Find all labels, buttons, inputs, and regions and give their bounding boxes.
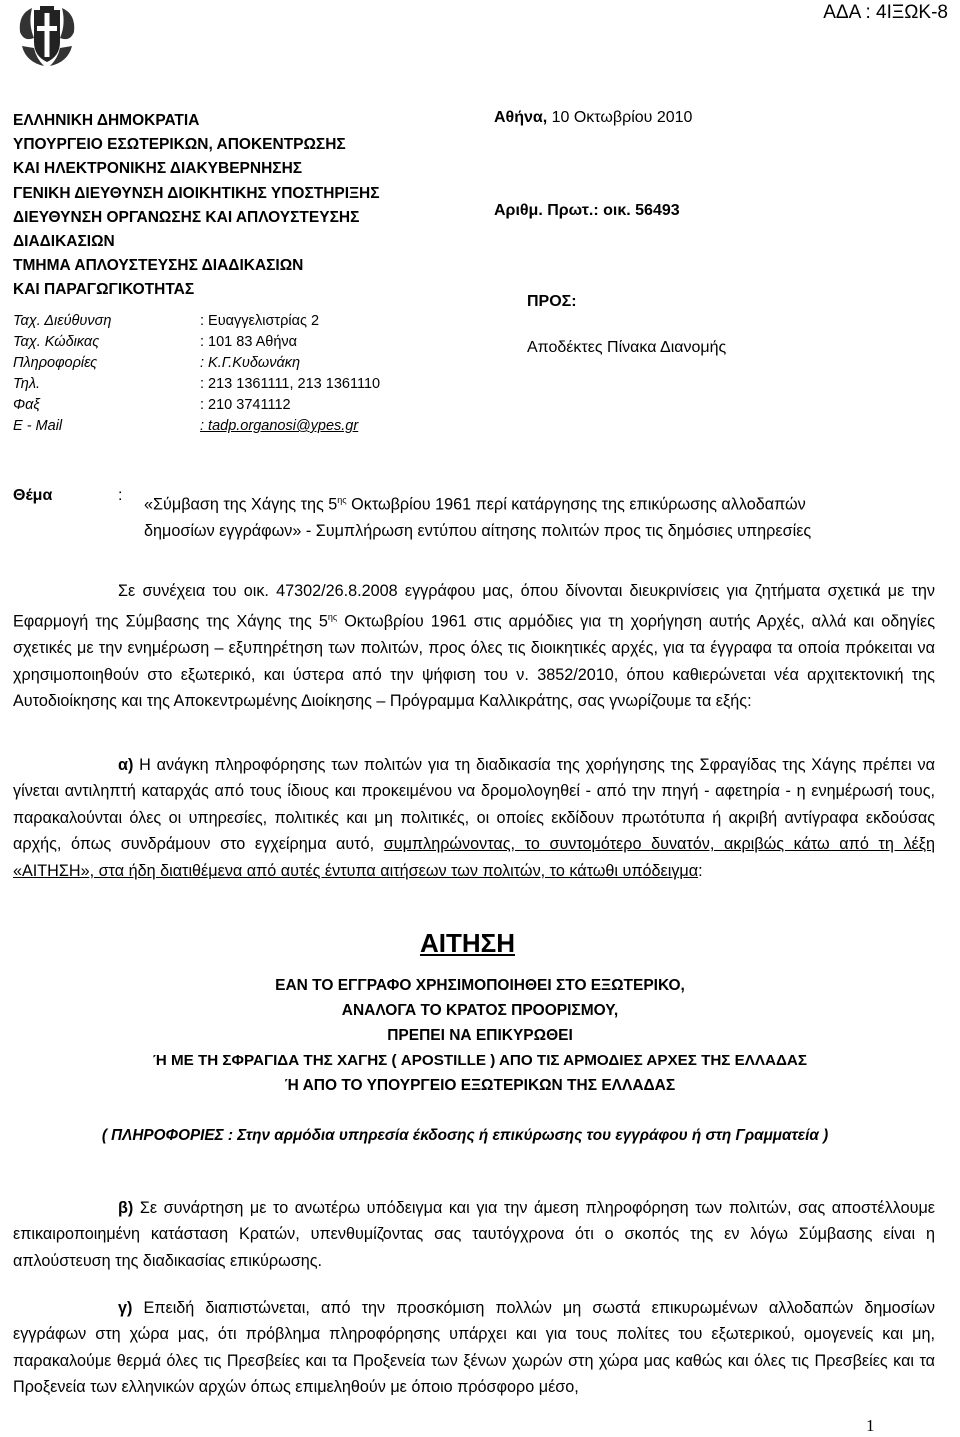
intro-text-start: Σε συνέχεια του οικ. 47302/26.8.2008 εγγράφου μας, όπου δίνονται διευκρινίσεις για ζητήματα σχετικά με την Εφαρμογή της Σύμβασης της Χάγης της 5 [13, 582, 935, 631]
paragraph-c-label: γ) [118, 1299, 133, 1317]
paragraph-c-text: Επειδή διαπιστώνεται, από την προσκόμιση πολλών μη σωστά επικυρωμένων αλλοδαπών δημοσίων εγγράφων στη χώρα μας, ότι πρόβλημα πληροφόρησης υπάρχει και για τους πολίτες του εξωτερικού, ομογενείς και μη, παρακαλούμε θερμά όλες τις Πρεσβείες και τα Προξενεία των ξένων χωρών στη χώρα μας καθώς και όλες τις Πρεσβείες και τα Προξενεία των ελληνικών αρχών όπως επιμεληθούν με όποιο πρόσφορο μέσο, [13, 1299, 935, 1397]
email-link[interactable]: : tadp.organosi@ypes.gr [200, 418, 359, 434]
sender-line: ΥΠΟΥΡΓΕΙΟ ΕΣΩΤΕΡΙΚΩΝ, ΑΠΟΚΕΝΤΡΩΣΗΣ [13, 136, 346, 154]
sender-line: ΤΜΗΜΑ ΑΠΛΟΥΣΤΕΥΣΗΣ ΔΙΑΔΙΚΑΣΙΩΝ [13, 257, 304, 275]
paragraph-b-text: Σε συνάρτηση με το ανωτέρω υπόδειγμα και για την άμεση πληροφόρηση των πολιτών, σας αποστέλλουμε επικαιροποιημένη κατάσταση Κρατών, υπενθυμίζοντας σας ταυτόγχρονα ότι ο σκοπός της εν λόγω Σύμβασης είναι η απλούστευση της διαδικασίας επικύρωσης. [13, 1199, 935, 1270]
superscript: ης [337, 495, 347, 505]
greek-coat-of-arms-emblem [14, 2, 80, 70]
protocol-line [494, 202, 680, 220]
paragraph-a-label: α) [118, 756, 134, 774]
sender-block [13, 109, 380, 303]
form-notice-line: ΕΑΝ ΤΟ ΕΓΓΡΑΦΟ ΧΡΗΣΙΜΟΠΟΙΗΘΕΙ ΣΤΟ ΕΞΩΤΕΡΙΚΟ, [275, 977, 685, 994]
contact-value-fax: : 210 3741112 [200, 397, 291, 413]
sender-line: ΚΑΙ ΠΑΡΑΓΩΓΙΚΟΤΗΤΑΣ [13, 281, 195, 299]
contact-label-info: Πληροφορίες [13, 355, 98, 371]
subject-line-1-start: «Σύμβαση της Χάγης της 5 [144, 495, 338, 514]
paragraph-c [13, 1295, 935, 1401]
form-notice-line: ΑΝΑΛΟΓΑ ΤΟ ΚΡΑΤΟΣ ΠΡΟΟΡΙΣΜΟΥ, [341, 1002, 619, 1019]
date-value: 10 Οκτωβρίου 2010 [551, 109, 693, 126]
form-title: ΑΙΤΗΣΗ [419, 928, 516, 958]
sender-line: ΚΑΙ ΗΛΕΚΤΡΟΝΙΚΗΣ ΔΙΑΚΥΒΕΡΝΗΣΗΣ [13, 160, 303, 178]
contact-label-postcode: Ταχ. Κώδικας [13, 334, 100, 350]
protocol-label: Αριθμ. Πρωτ.: οικ. [494, 202, 631, 219]
subject-label: Θέμα [13, 487, 53, 504]
sender-line: ΕΛΛΗΝΙΚΗ ΔΗΜΟΚΡΑΤΙΑ [13, 112, 200, 129]
subject-colon: : [118, 487, 123, 504]
form-notice-line: Ή ΜΕ ΤΗ ΣΦΡΑΓΙΔΑ ΤΗΣ ΧΑΓΗΣ ( APOSTILLE ) ΑΠΟ ΤΙΣ ΑΡΜΟΔΙΕΣ ΑΡΧΕΣ ΤΗΣ ΕΛΛΑΔΑΣ [152, 1052, 808, 1069]
to-label: ΠΡΟΣ: [527, 293, 577, 310]
form-notice-line: ΠΡΕΠΕΙ ΝΑ ΕΠΙΚΥΡΩΘΕΙ [387, 1027, 573, 1044]
subject-line-2: δημοσίων εγγράφων» - Συμπλήρωση εντύπου αίτησης πολιτών προς τις δημόσιες υπηρεσίες [144, 521, 812, 540]
form-notice-line: Ή ΑΠΟ ΤΟ ΥΠΟΥΡΓΕΙΟ ΕΞΩΤΕΡΙΚΩΝ ΤΗΣ ΕΛΛΑΔΑΣ [284, 1077, 676, 1094]
date-line [494, 109, 692, 127]
to-recipients: Αποδέκτες Πίνακα Διανομής [527, 339, 727, 356]
subject-line-1 [144, 487, 811, 518]
contact-label-email: E - Mail [13, 418, 63, 434]
sender-line: ΔΙΑΔΙΚΑΣΙΩΝ [13, 233, 115, 251]
paragraph-a-text: Η ανάγκη πληροφόρησης των πολιτών για τη διαδικασία της χορήγησης της Σφραγίδας της Χάγης πρέπει να γίνεται αντιληπτή καταρχάς από τους ίδιους και προκειμένου να δρομολογηθεί - από την πηγή - αφετηρία - η ενημέρωσή τους, παρακαλούνται όλες οι υπηρεσίες, πολιτικές και μη πολιτικές, οι οποίες εκδίδουν πρωτότυπα ή ακριβή αντίγραφα εκδούσας αρχής, όπως συνδράμουν στο εγχείρημα αυτό, [13, 756, 935, 854]
sender-line: ΓΕΝΙΚΗ ΔΙΕΥΘΥΝΣΗ ΔΙΟΙΚΗΤΙΚΗΣ ΥΠΟΣΤΗΡΙΞΗΣ [13, 184, 380, 202]
contact-value-phone: : 213 1361111, 213 1361110 [200, 376, 381, 392]
page-number: 1 [866, 1416, 875, 1435]
contact-label-phone: Τηλ. [13, 376, 40, 392]
paragraph-a-end: : [698, 861, 703, 880]
contact-value-info: : Κ.Γ.Κυδωνάκη [200, 355, 301, 371]
contact-label-address: Ταχ. Διεύθυνση [13, 313, 112, 329]
subject-text [144, 487, 811, 544]
subject-line-1-end: Οκτωβρίου 1961 περί κατάργησης της επικύρωσης αλλοδαπών [346, 495, 806, 514]
protocol-number: 56493 [635, 202, 680, 219]
sender-line: ΔΙΕΥΘΥΝΣΗ ΟΡΓΑΝΩΣΗΣ ΚΑΙ ΑΠΛΟΥΣΤΕΥΣΗΣ [13, 208, 360, 226]
intro-paragraph [13, 578, 935, 714]
contact-value-address: : Ευαγγελιστρίας 2 [200, 313, 320, 329]
form-info-line: ( ΠΛΗΡΟΦΟΡΙΕΣ : Στην αρμόδια υπηρεσία έκδοσης ή επικύρωσης του εγγράφου ή στη Γραμματεία ) [101, 1127, 829, 1144]
paragraph-a-underlined: συμπληρώνοντας, το συντομότερο δυνατόν, ακριβώς κάτω από τη λέξη «ΑΙΤΗΣΗ», στα ήδη διατιθέμενα από αυτές έντυπα αιτήσεων των πολιτών, το κάτωθι υπόδειγμα [13, 835, 936, 880]
paragraph-b [13, 1195, 935, 1274]
paragraph-b-label: β) [118, 1199, 134, 1217]
ada-code: ΑΔΑ : 4ΙΞΩΚ-8 [823, 2, 948, 23]
superscript: ης [327, 612, 338, 623]
contact-label-fax: Φαξ [13, 397, 40, 413]
intro-text-end: Οκτωβρίου 1961 στις αρμόδιες για τη χορήγηση αυτής Αρχές, αλλά και οδηγίες σχετικές με την ενημέρωση – εξυπηρέτηση των πολιτών, προς όλες τις διοικητικές αρχές, για τα έγγραφα τα οποία πρόκειται να χρησιμοποιηθούν στο εξωτερικό, και ύστερα από την ψήφιση του ν. 3852/2010, όπου καθιερώνεται νέα αρχιτεκτονική της Αυτοδιοίκησης και της Αποκεντρωμένης Διοίκησης – Πρόγραμμα Καλλικράτης, σας γνωρίζουμε τα εξής: [13, 612, 935, 711]
paragraph-a [13, 752, 935, 884]
date-label: Αθήνα, [494, 109, 548, 126]
contact-value-postcode: : 101 83 Αθήνα [200, 334, 298, 350]
